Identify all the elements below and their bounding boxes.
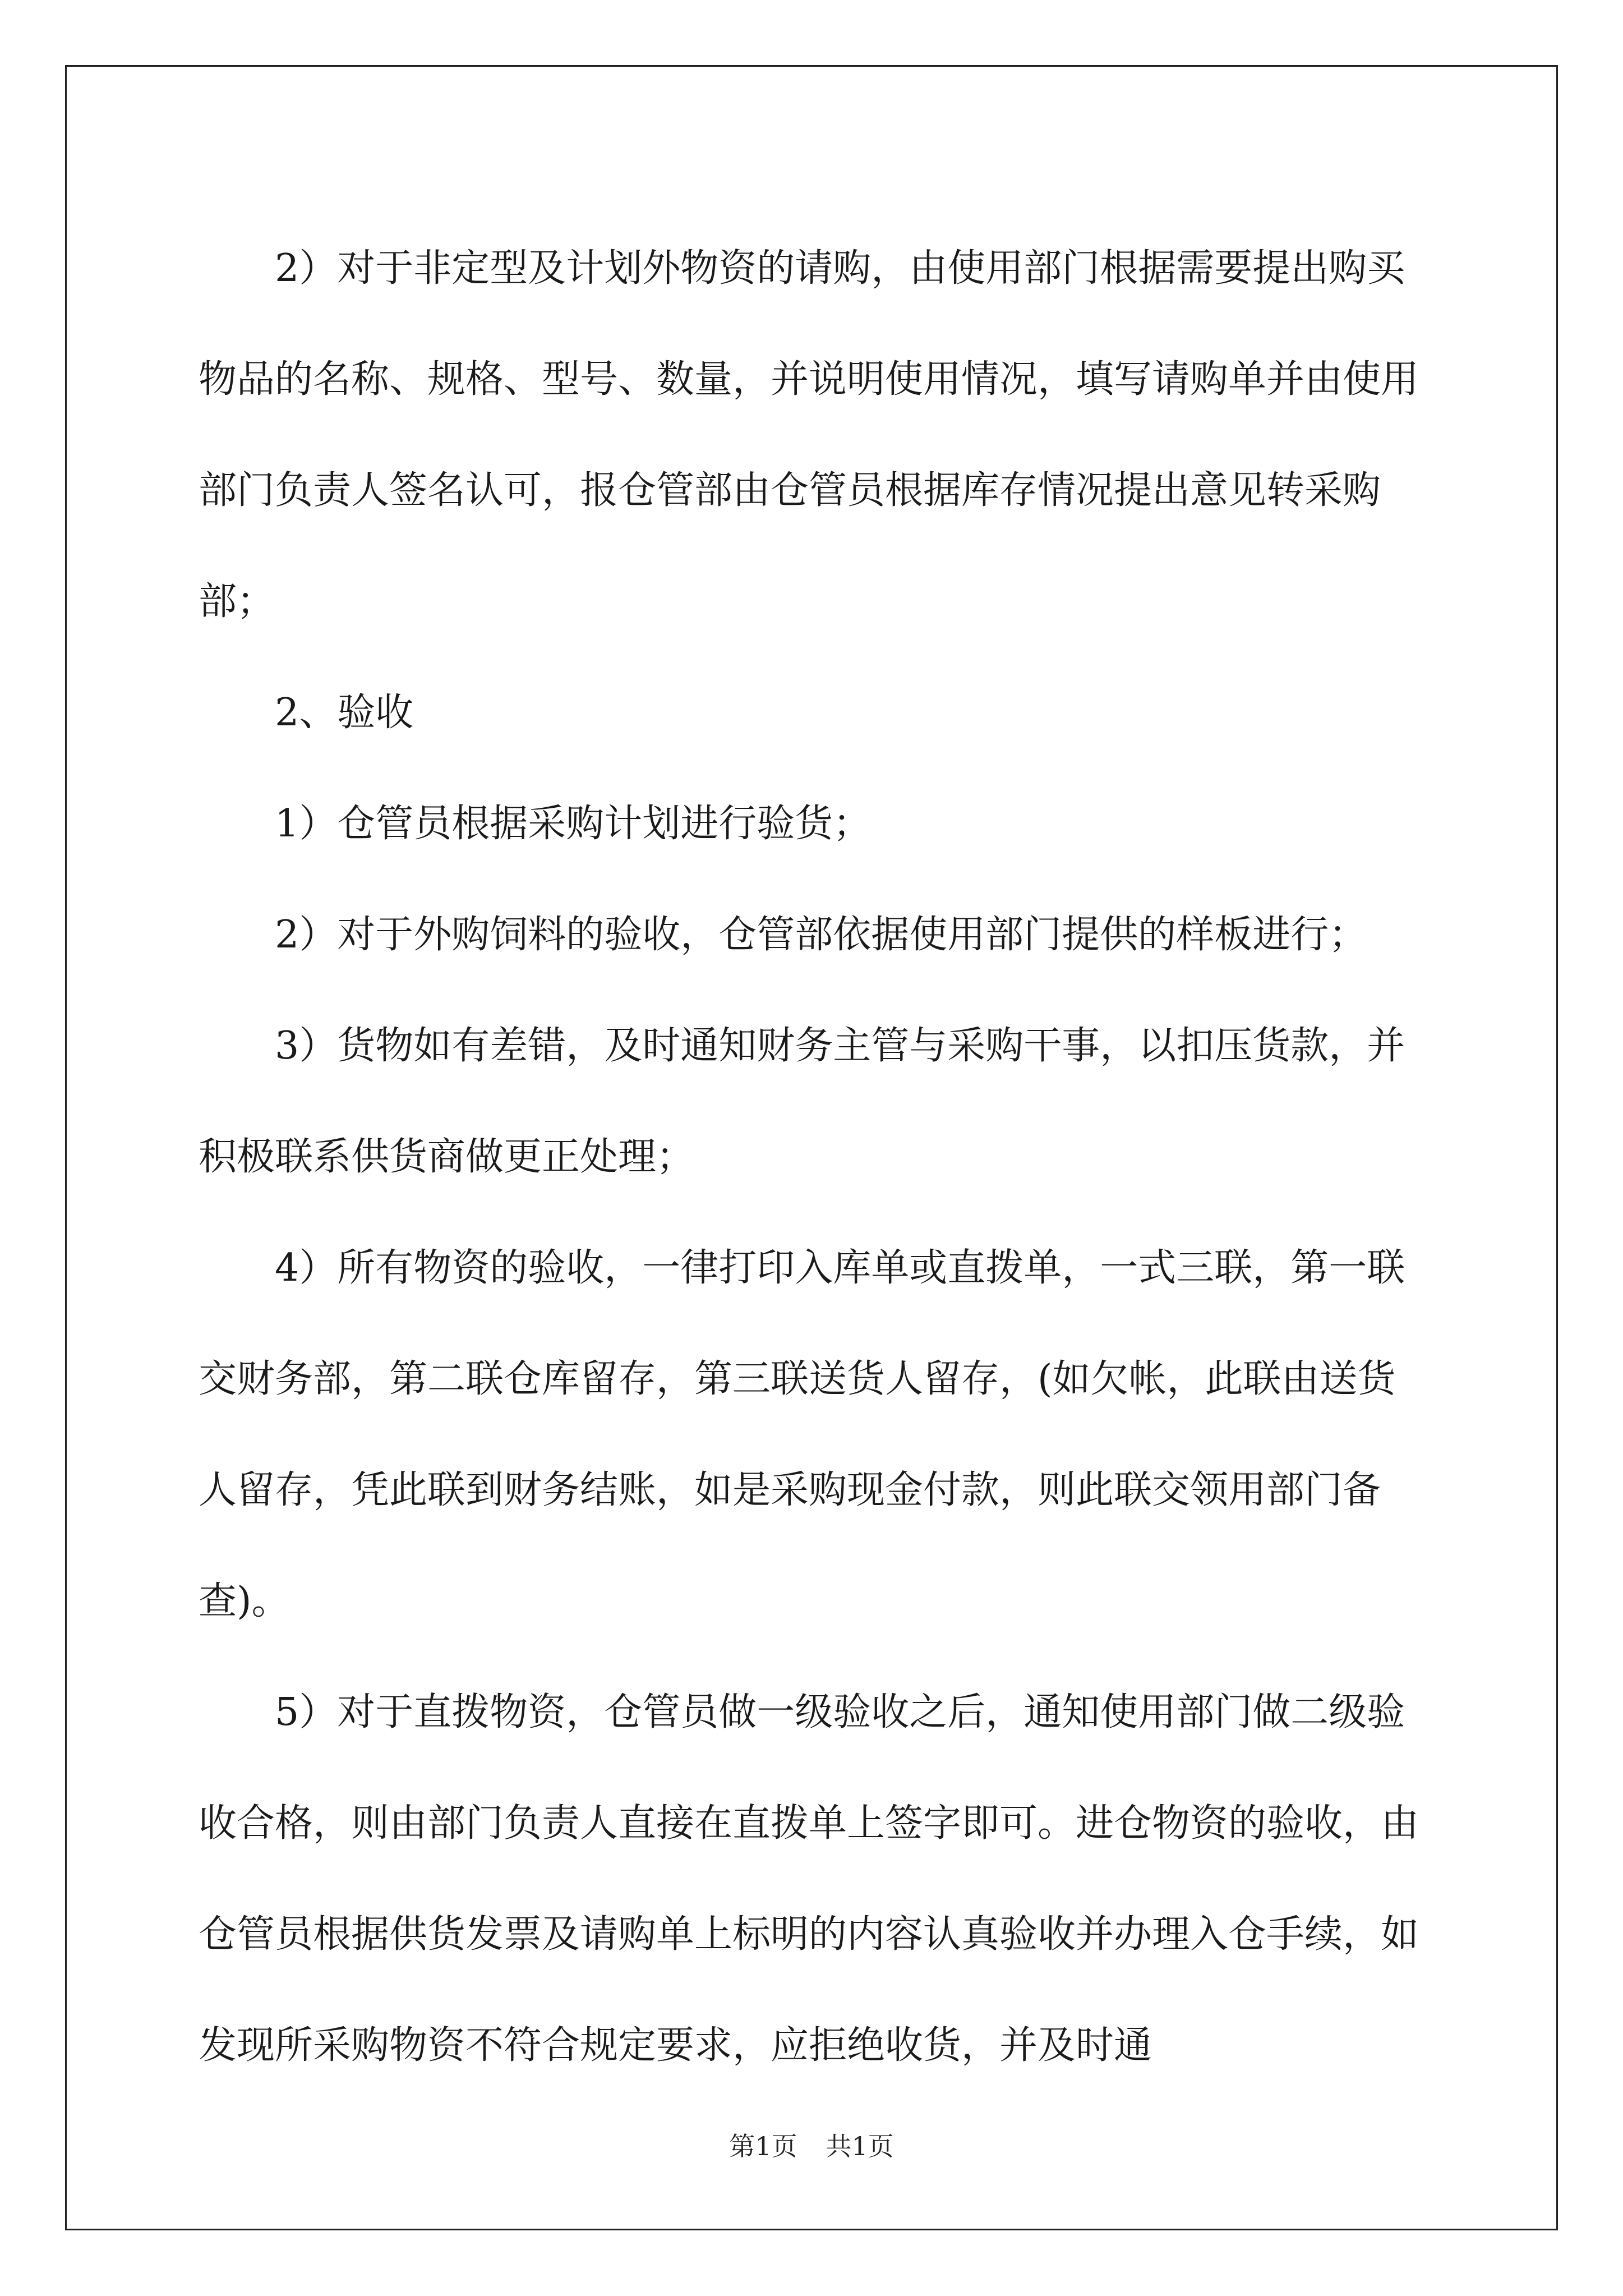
- page-number: 第1页: [729, 2131, 797, 2161]
- paragraph: 1）仓管员根据采购计划进行验货；: [275, 802, 872, 846]
- page-total: 共1页: [826, 2131, 894, 2161]
- page-footer: [0, 2126, 1623, 2163]
- paragraph: 2）对于外购饲料的验收，仓管部依据使用部门提供的样板进行；: [275, 913, 1367, 957]
- paragraph: 4）所有物资的验收，一律打印入库单或直拨单，一式三联，第一联交财务部，第二联仓库留存，第三联送货人留存，(如欠帐，此联由送货人留存，凭此联到财务结账，如是采购现金付款，则此联交领用部门备查)。: [199, 1246, 1405, 1623]
- paragraph: 5）对于直拨物资，仓管员做一级验收之后，通知使用部门做二级验收合格，则由部门负责人直接在直拨单上签字即可。进仓物资的验收，由仓管员根据供货发票及请购单上标明的内容认真验收并办理入仓手续，如发现所采购物资不符合规定要求，应拒绝收货，并及时通: [199, 1690, 1419, 2068]
- document-body: [199, 213, 1432, 2101]
- section-heading: 2、验收: [275, 691, 414, 735]
- paragraph: 3）货物如有差错，及时通知财务主管与采购干事，以扣压货款，并积极联系供货商做更正处理；: [199, 1024, 1405, 1179]
- paragraph: 2）对于非定型及计划外物资的请购，由使用部门根据需要提出购买物品的名称、规格、型号、数量，并说明使用情况，填写请购单并由使用部门负责人签名认可，报仓管部由仓管员根据库存情况提出意见转采购部；: [199, 246, 1419, 624]
